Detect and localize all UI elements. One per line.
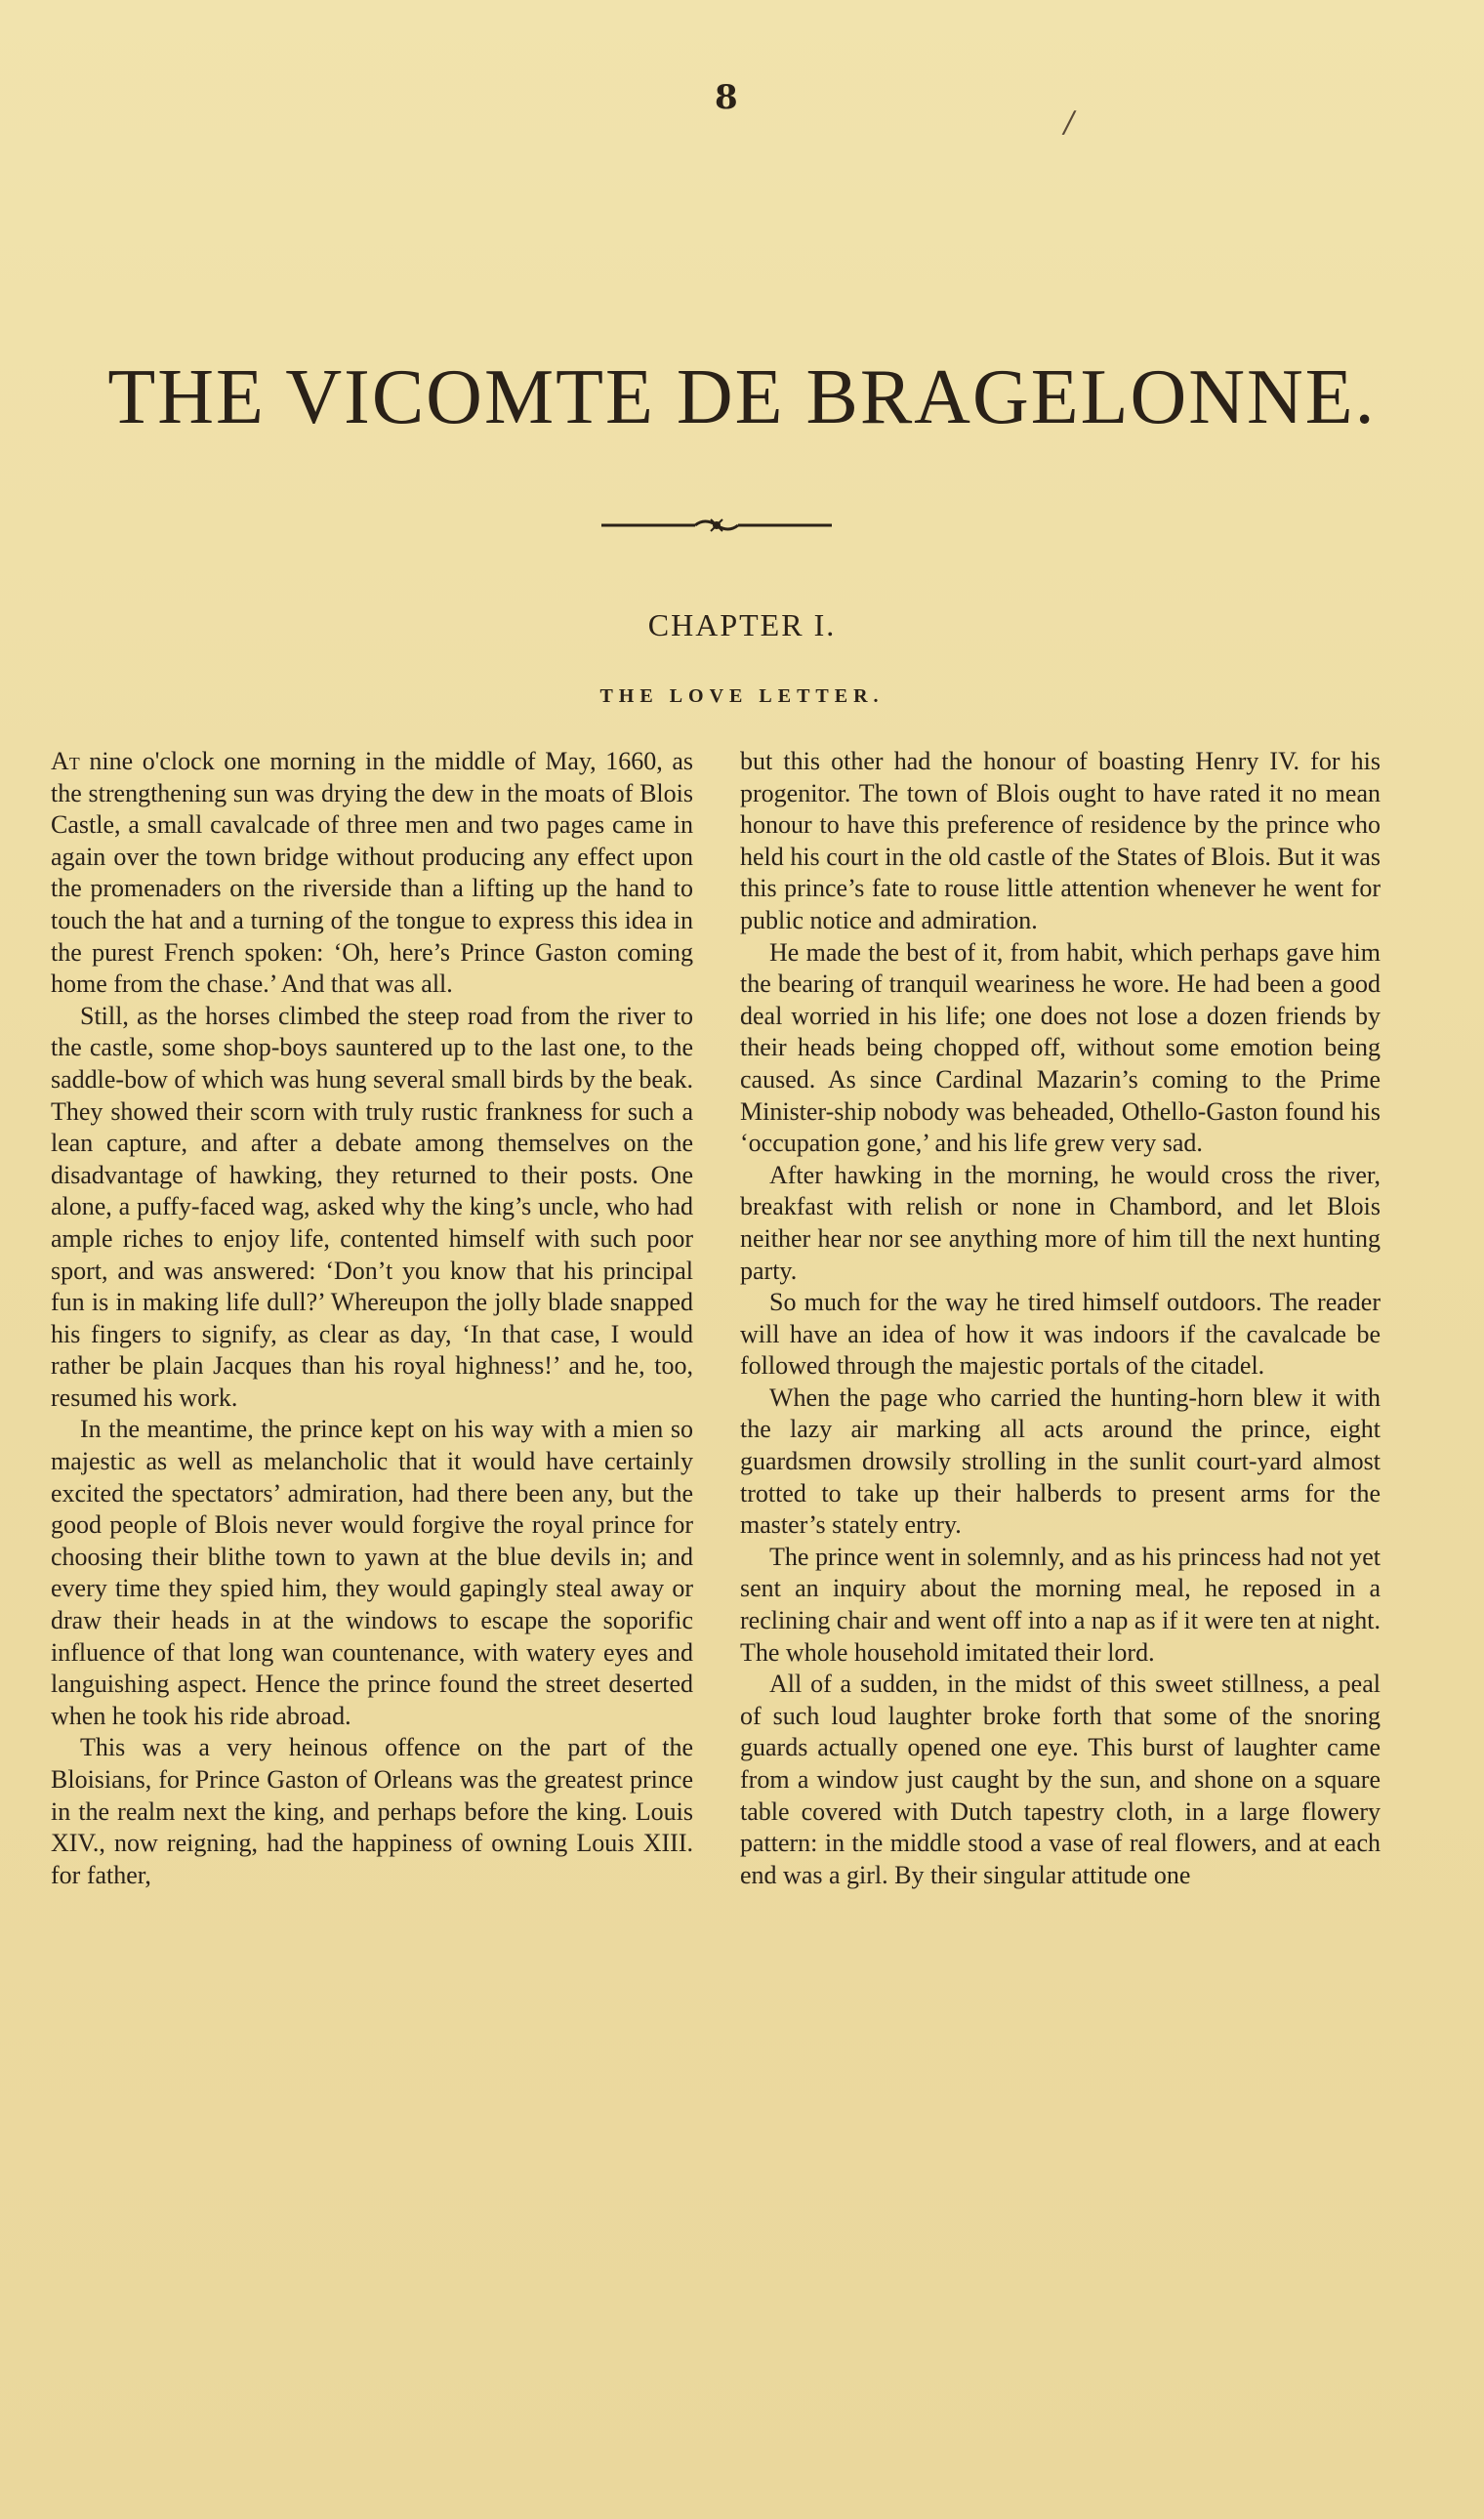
paragraph: So much for the way he tired himself outdoors. The reader will have an idea of how it was indoors if the cavalcade be followed through the majestic portals of the citadel. — [740, 1288, 1381, 1381]
right-column — [740, 746, 1381, 1891]
paragraph: This was a very heinous offence on the part of the Bloisians, for Prince Gaston of Orleans was the greatest prince in the realm next the king, and perhaps before the king. Louis XIV., now reigning, had the happiness of owning Louis XIII. for father, — [51, 1733, 693, 1889]
paragraph: The prince went in solemnly, and as his princess had not yet sent an inquiry about the morning meal, he reposed in a reclining chair and went off into a nap as if it were ten at night. The whole household imitated their lord. — [740, 1542, 1381, 1667]
chapter-heading: CHAPTER I. — [647, 607, 837, 642]
left-column — [51, 746, 693, 1891]
paragraph: At nine o'clock one morning in the middle of May, 1660, as the strengthening sun was drying the dew in the moats of Blois Castle, a small cavalcade of three men and two pages came in again over the town bridge without producing any effect upon the promenaders on the riverside than a lifting up the hand to touch the hat and a turning of the tongue to express this idea in the purest French spoken: ‘Oh, here’s Prince Gaston coming home from the chase.’ And that was all. — [51, 747, 693, 999]
opening-word: At — [51, 747, 80, 775]
chapter-title: THE LOVE LETTER. — [599, 685, 885, 707]
paragraph: After hawking in the morning, he would cross the river, breakfast with relish or none in Chambord, and let Blois neither hear nor see anything more of him till the next hunting party. — [740, 1160, 1381, 1285]
pencil-mark: / — [1064, 105, 1075, 140]
paragraph: All of a sudden, in the midst of this sweet stillness, a peal of such loud laughter broke forth that some of the snoring guards actually opened one eye. This burst of laughter came from a window just caught by the sun, and shone on a square table covered with Dutch tapestry cloth, in a large flowery pattern: in the middle stood a vase of real flowers, and at each end was a girl. By their singular attitude one — [740, 1670, 1381, 1889]
ornament-divider-icon — [598, 516, 836, 535]
paragraph: but this other had the honour of boasting Henry IV. for his progenitor. The town of Blois ought to have rated it no mean honour to have this preference of residence by the prince who held his court in the old castle of the States of Blois. But it was this prince’s fate to rouse little attention whenever he went for public notice and admiration. — [740, 747, 1381, 934]
page-mark: 8 — [715, 78, 738, 117]
paragraph: When the page who carried the hunting-horn blew it with the lazy air marking all acts around the prince, eight guardsmen drowsily strolling in the sunlit court-yard almost trotted to take up their halberds to present arms for the master’s stately entry. — [740, 1383, 1381, 1540]
book-title: THE VICOMTE DE BRAGELONNE. — [107, 354, 1377, 440]
paragraph: In the meantime, the prince kept on his way with a mien so majestic as well as melancholic that it would have certainly excited the spectators’ admiration, had there been any, but the good people of Blois never would forgive the royal prince for choosing their blithe town to yawn at the blue devils in; and every time they spied him, they would gapingly steal away or draw their heads in at the windows to escape the soporific influence of that long wan countenance, with watery eyes and languishing aspect. Hence the prince found the street deserted when he took his ride abroad. — [51, 1415, 693, 1730]
paragraph: He made the best of it, from habit, which perhaps gave him the bearing of tranquil weariness he wore. He had been a good deal worried in his life; one does not lose a dozen friends by their heads being chopped off, without some emotion being caused. As since Cardinal Mazarin’s coming to the Prime Minister-ship nobody was beheaded, Othello-Gaston found his ‘occupation gone,’ and his life grew very sad. — [740, 937, 1381, 1158]
paragraph: Still, as the horses climbed the steep road from the river to the castle, some shop-boys sauntered up to the last one, to the saddle-bow of which was hung several small birds by the beak. They showed their scorn with truly rustic frankness for such a lean capture, and after a debate among themselves on the disadvantage of hawking, they returned to their posts. One alone, a puffy-faced wag, asked why the king’s uncle, who had ample riches to enjoy life, contented himself with such poor sport, and was answered: ‘Don’t you know that his principal fun is in making life dull?’ Whereupon the jolly blade snapped his fingers to signify, as clear as day, ‘In that case, I would rather be plain Jacques than his royal highness!’ and he, too, resumed his work. — [51, 1001, 693, 1412]
